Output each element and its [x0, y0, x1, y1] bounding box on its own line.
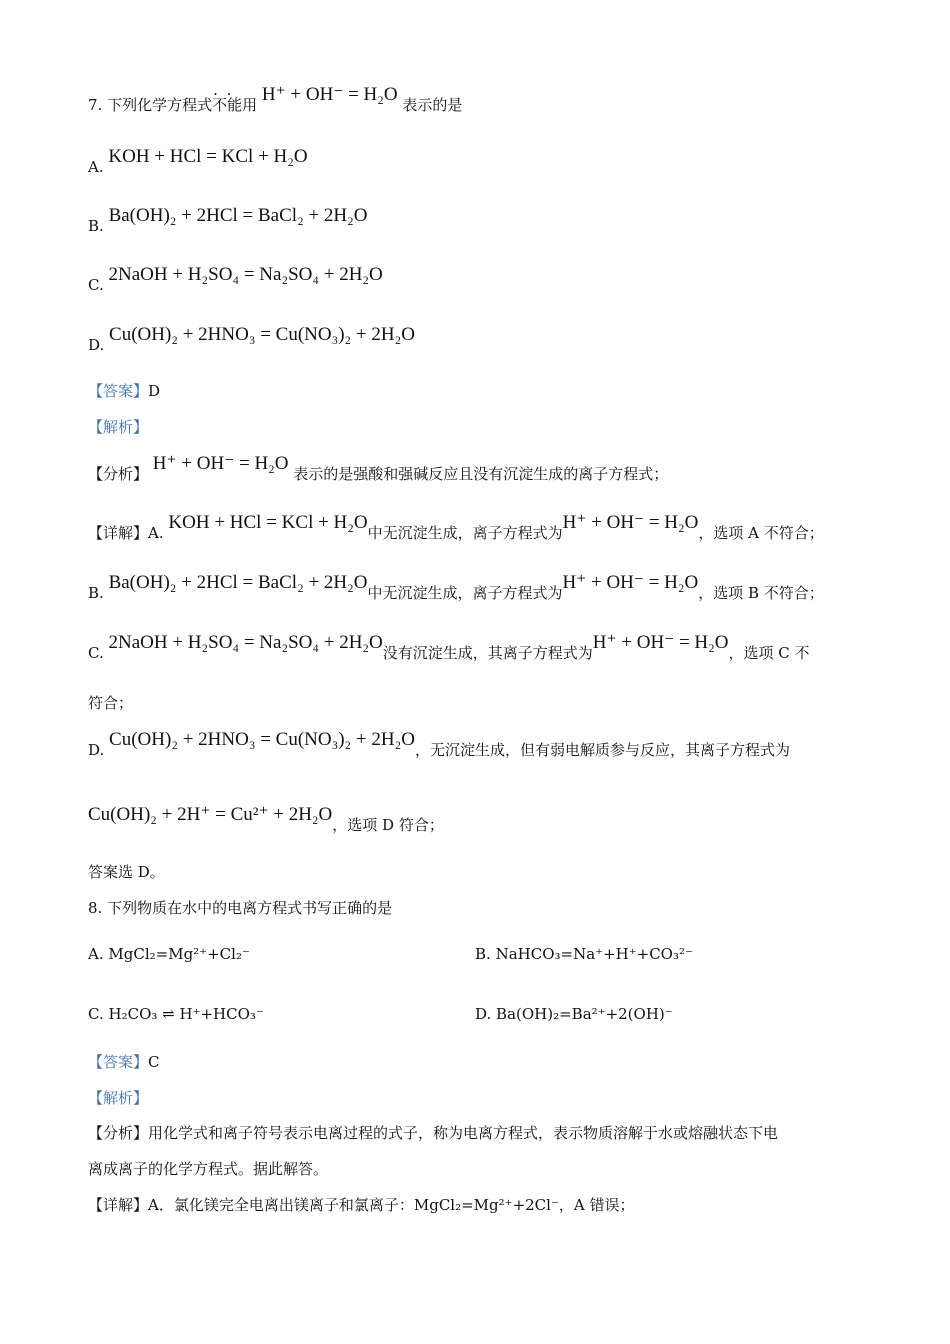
q7-option-d: [88, 324, 415, 355]
option-letter: D.: [88, 336, 105, 354]
detail-text: 没有沉淀生成，其离子方程式为: [382, 644, 593, 662]
option-letter: C.: [88, 276, 104, 294]
detail-text: 中无沉淀生成，离子方程式为: [367, 584, 563, 602]
detail-d-ionic-eq: Cu(OH)₂ + 2H⁺ = Cu²⁺ + 2H₂O: [88, 804, 333, 825]
q8-jiexi: [88, 1088, 148, 1108]
detail-equation: 2NaOH + H₂SO₄ = Na₂SO₄ + 2H₂O: [108, 632, 383, 653]
q7-fenxi: [88, 453, 669, 484]
answer-value: D: [148, 382, 161, 400]
q8-option-d: [475, 1004, 673, 1024]
detail-end: ，选项 A 不符合；: [698, 524, 824, 542]
detail-letter: C.: [88, 644, 104, 662]
q8-fenxi-2: [88, 1159, 328, 1179]
detail-end: ，选项 B 不符合；: [698, 584, 824, 602]
detail-equation: KOH + HCl = KCl + H₂O: [168, 512, 368, 533]
detail-end: ，选项 D 符合；: [332, 816, 444, 834]
option-equation: H₂CO₃ ⇌ H⁺+HCO₃⁻: [108, 1005, 264, 1023]
option-equation: KOH + HCl = KCl + H₂O: [108, 146, 308, 167]
option-letter: B.: [88, 217, 104, 235]
q7-detail-d-ionic: [88, 804, 444, 835]
option-equation: Cu(OH)₂ + 2HNO₃ = Cu(NO₃)₂ + 2H₂O: [109, 324, 415, 345]
detail-equation: Cu(OH)₂ + 2HNO₃ = Cu(NO₃)₂ + 2H₂O: [109, 729, 415, 750]
detail-end: ，A 错误；: [558, 1196, 635, 1214]
detail-equation: Ba(OH)₂ + 2HCl = BaCl₂ + 2H₂O: [108, 572, 368, 593]
option-equation: Ba(OH)₂ + 2HCl = BaCl₂ + 2H₂O: [108, 205, 368, 226]
q7-detail-c: [88, 632, 810, 663]
fenxi-text: 用化学式和离子符号表示电离过程的式子，称为电离方程式，表示物质溶解于水或熔融状态下电: [148, 1124, 779, 1142]
q8-option-b: [475, 944, 693, 964]
detail-text: 中无沉淀生成，离子方程式为: [367, 524, 563, 542]
q7-ionic-eq: H⁺ + OH⁻ = H₂O: [261, 84, 398, 105]
answer-value: C: [148, 1053, 160, 1071]
q7-answer: [88, 381, 160, 401]
answer-tag: 【答案】: [88, 382, 149, 400]
detail-letter: A.: [148, 524, 164, 542]
answer-tag: 【答案】: [88, 1053, 149, 1071]
q7-option-b: [88, 205, 368, 236]
q8-stem-text: 8. 下列物质在水中的电离方程式书写正确的是: [88, 899, 393, 917]
q8-option-a: [88, 944, 250, 964]
conclusion-text: 答案选 D。: [88, 863, 165, 881]
detail-letter: D.: [88, 741, 105, 759]
q7-detail-b: [88, 572, 824, 603]
option-letter: A.: [88, 945, 104, 963]
xiangjie-tag: 【详解】: [88, 1196, 149, 1214]
detail-equation: MgCl₂=Mg²⁺+2Cl⁻: [413, 1196, 559, 1214]
q7-detail-d: [88, 729, 790, 760]
option-letter: A.: [88, 158, 104, 176]
q7-jiexi: [88, 417, 148, 437]
option-letter: B.: [475, 945, 491, 963]
fenxi-tag: 【分析】: [88, 465, 149, 483]
detail-text: ，无沉淀生成，但有弱电解质参与反应，其离子方程式为: [414, 741, 790, 759]
detail-ionic: H⁺ + OH⁻ = H₂O: [562, 512, 699, 533]
option-equation: Ba(OH)₂=Ba²⁺+2(OH)⁻: [496, 1005, 673, 1023]
option-equation: NaHCO₃=Na⁺+H⁺+CO₃²⁻: [495, 945, 693, 963]
jiexi-tag: 【解析】: [88, 1089, 149, 1107]
option-equation: 2NaOH + H₂SO₄ = Na₂SO₄ + 2H₂O: [108, 264, 383, 285]
q8-fenxi-1: [88, 1123, 778, 1143]
fenxi-text: 离成离子的化学方程式。据此解答。: [88, 1160, 329, 1178]
q7-option-a: [88, 146, 308, 177]
q7-stem-emph: · · 不能: [212, 96, 242, 114]
detail-ionic: H⁺ + OH⁻ = H₂O: [592, 632, 729, 653]
q7-stem-pre: 7. 下列化学方程式: [88, 96, 213, 114]
q8-stem: [88, 898, 392, 918]
option-letter: C.: [88, 1005, 104, 1023]
detail-ionic: H⁺ + OH⁻ = H₂O: [562, 572, 699, 593]
q7-detail-a: [88, 512, 824, 543]
option-letter: D.: [475, 1005, 492, 1023]
detail-text: A．氯化镁完全电离出镁离子和氯离子：: [148, 1196, 414, 1214]
q7-detail-c-cont: [88, 693, 133, 713]
q7-option-c: [88, 264, 383, 295]
fenxi-text: 表示的是强酸和强碱反应且没有沉淀生成的离子方程式；: [293, 465, 669, 483]
q7-stem: [88, 84, 463, 115]
jiexi-tag: 【解析】: [88, 418, 149, 436]
q8-answer: [88, 1052, 160, 1072]
xiangjie-tag: 【详解】: [88, 524, 149, 542]
option-equation: MgCl₂=Mg²⁺+Cl₂⁻: [108, 945, 250, 963]
q7-conclusion: [88, 862, 165, 882]
fenxi-tag: 【分析】: [88, 1124, 149, 1142]
detail-letter: B.: [88, 584, 104, 602]
fenxi-ionic-eq: H⁺ + OH⁻ = H₂O: [152, 453, 289, 474]
detail-end: ，选项 C 不: [728, 644, 810, 662]
q7-stem-mid: 用: [242, 96, 258, 114]
detail-cont: 符合；: [88, 694, 134, 712]
q8-detail-a: [88, 1195, 634, 1215]
q8-option-c: [88, 1004, 264, 1024]
q7-stem-post: 表示的是: [402, 96, 463, 114]
